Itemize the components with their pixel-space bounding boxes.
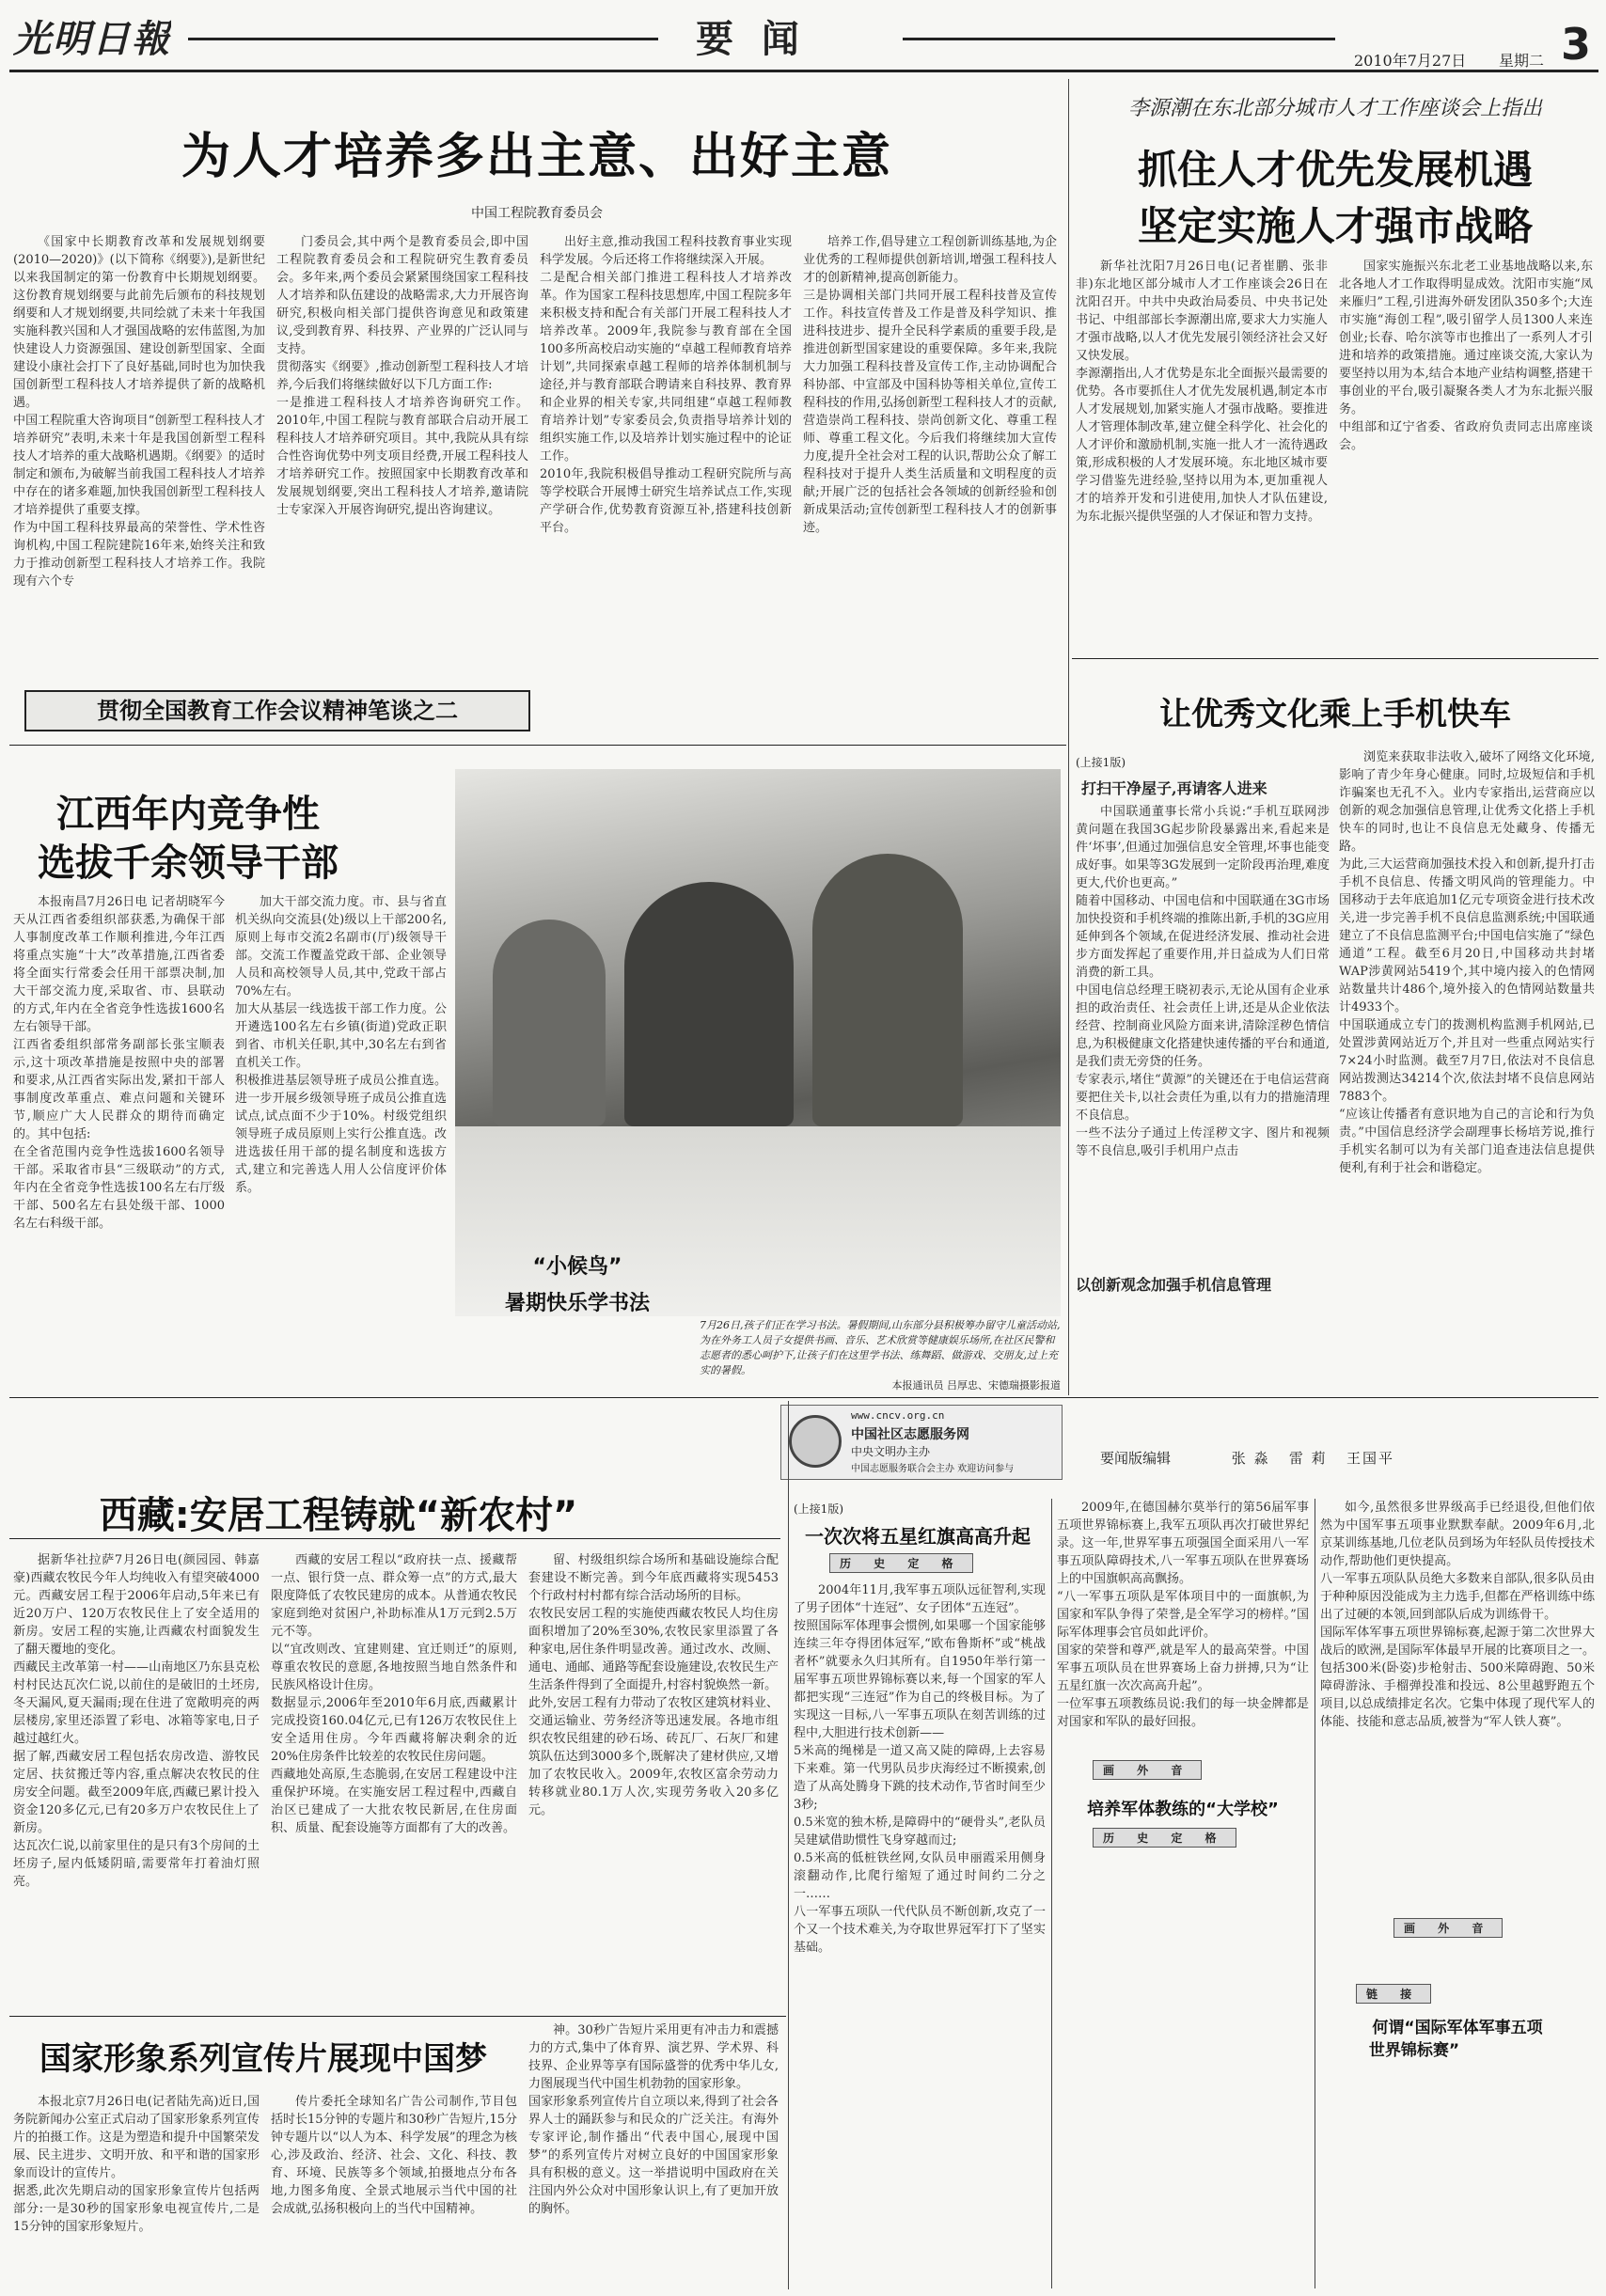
ad-sub: 中央文明办主办 — [851, 1445, 931, 1458]
editors-names: 张 淼 雷 莉 王国平 — [1231, 1450, 1394, 1467]
ad-tag: 中国志愿服务联合会主办 欢迎访问参与 — [851, 1464, 1015, 1474]
history-tag-2: 历 史 定 格 — [1093, 1828, 1236, 1848]
photo-caption-text: 7月26日,孩子们正在学习书法。暑假期间,山东部分县积极筹办留守儿童活动站,为在外务工人员子女提供书画、音乐、艺术欣赏等健康娱乐场所,在社区民警和志愿者的悉心呵护下,让孩子们在这里学书法、练舞蹈、做游戏、交朋友,过上充实的暑假。 — [700, 1319, 1061, 1376]
photo-credit: 本报通讯员 吕厚忠、宋德瑞摄影报道 — [891, 1379, 1061, 1392]
column-divider — [1068, 79, 1069, 1395]
column-divider — [788, 1401, 789, 2289]
photo-heading — [455, 1250, 700, 1316]
photo-figure — [624, 882, 794, 1126]
section-tag — [1356, 1984, 1431, 2004]
headline-underline — [9, 1538, 780, 1539]
article-mobile-culture — [1072, 664, 1598, 1388]
section-divider — [9, 745, 1066, 746]
article-column: 西藏的安居工程以“政府扶一点、援藏帮一点、银行贷一点、群众筹一点”的方式,最大限度降低了农牧民建房的成本。从普通农牧民家庭到绝对贫困户,补助标准从1万元到2.5万元不等。 以“宜改则改、宜建则建、宜迁则迁”的原则,尊重农牧民的意愿,各地按照当地自然条件和民族风格设计住房。 数据显示,2006年至2010年6月底,西藏累计完成投资160.04亿元,已有126万农牧民住上安全适用住房。今年西藏将解决剩余的近20%住房条件比较差的农牧民住房问题。 西藏地处高原,生态脆弱,在安居工程建设中注重保护环境。在实施安居工程过程中,西藏自治区已建成了一大批农牧民新居,在住房面积、质量、配套设施等方面都有了大的改善。 — [271, 1553, 517, 1835]
article-column: 留、村级组织综合场所和基础设施综合配套建设不断完善。到今年底西藏将实现5453个行政村村村都有综合活动场所的目标。 农牧民安居工程的实施使西藏农牧民人均住房面积增加了20%至30%,农牧民家里添置了各种家电,居住条件明显改善。通过改水、改厕、通电、通邮、通路等配套设施建设,农牧民生产生活条件得到了全面提升,村容村貌焕然一新。 此外,安居工程有力带动了农牧区建筑材料业、交通运输业、劳务经济等迅速发展。各地市组织农牧民组建的砂石场、砖瓦厂、石灰厂和建筑队伍达到3000多个,既解决了建材供应,又增加了农牧民收入。2009年,农牧区富余劳动力转移就业80.1万人次,实现劳务收入20多亿元。 — [528, 1553, 779, 1817]
photo-heading-line2: 暑期快乐学书法 — [504, 1292, 650, 1315]
article-column: 如今,虽然很多世界级高手已经退役,但他们依然为中国军事五项事业默默奉献。2009年6月,北京某训练基地,几位老队员到场为年轻队员传授技术动作,帮助他们更快提高。 八一军事五项队队员绝大多数来自部队,很多队员由于种种原因没能成为主力选手,但都在严格训练中练出了过硬的本领,回到部队后成为训练骨干。 国际军体军事五项世界锦标赛,起源于第二次世界大战后的欧洲,是国际军体最早开展的比赛项目之一。包括300米(卧姿)步枪射击、500米障碍跑、50米障碍游泳、手榴弹投准和投远、8公里越野跑五个项目,以总成绩排定名次。它集中体现了现代军人的体能、技能和意志品质,被誉为“军人铁人赛”。 — [1320, 1501, 1595, 1729]
editor-credits — [1100, 1448, 1589, 1474]
article-subhead: 打扫干净屋子,再请客人进来 — [1081, 779, 1267, 797]
article-column: 培养工作,倡导建立工程创新训练基地,为企业优秀的工程师提供创新培训,增强工程科技人才的创新精神,提高创新能力。 三是协调相关部门共同开展工程科技普及宣传工作。科技宣传普及工作是普及科学知识、推进科技进步、提升全民科学素质的重要手段,是推进创新型国家建设的重要保障。多年来,我院大力加强工程科技普及宣传工作,主动协调配合科协部、中宣部及中国科协等相关单位,宣传工程科技的作用,弘扬创新型工程科技人才的贡献,营造崇尚工程科技、崇尚创新文化、尊重工程师、尊重工程文化。今后我们将继续加大宣传力度,提升全社会对工程的认识,帮助公众了解工程科技对于提升人类生活质量和文明程度的贡献;开展广泛的包括社会各领域的创新经验和创新成果活动;宣传创新型工程科技人才的创新事迹。 — [803, 235, 1057, 535]
volunteer-ad — [780, 1405, 1063, 1480]
article-tibet — [9, 1486, 784, 2012]
issue-date: 2010年7月27日 — [1354, 52, 1467, 70]
article-subhead: 培养军体教练的“大学校” — [1087, 1800, 1279, 1819]
section-divider — [1072, 658, 1598, 659]
article-national-image — [9, 2021, 784, 2289]
series-banner — [24, 690, 530, 731]
article-column: 本报北京7月26日电(记者陆先高)近日,国务院新闻办公室正式启动了国家形象系列宣传片的拍摄工作。这是为塑造和提升中国繁荣发展、民主进步、文明开放、和平和谐的国家形象而设计的宣传片。 据悉,此次先期启动的国家形象宣传片包括两部分:一是30秒的国家形象电视宣传片,二是15分钟的国家形象短片。 — [13, 2095, 260, 2234]
article-column: 《国家中长期教育改革和发展规划纲要(2010—2020)》(以下简称《纲要》),是新世纪以来我国制定的第一份教育中长期规划纲要。这份教育规划纲要与此前先后颁布的科技规划纲要和人才规划纲要,共同绘就了未来十年我国实施科教兴国和人才强国战略的宏伟蓝图,为加快建设人力资源强国、建设创新型国家、全面建设小康社会打下了良好基础,同时也为加快我国创新型工程科技人才培养提供了新的战略机遇。 中国工程院重大咨询项目“创新型工程科技人才培养研究”表明,未来十年是我国创新型工程科技人才培养的重大战略机遇期。《纲要》的适时制定和颁布,为破解当前我国工程科技人才培养中存在的诸多难题,加快我国创新型工程科技人才培养提供了重要支撑。 作为中国工程科技界最高的荣誉性、学术性咨询机构,中国工程院建院16年来,始终关注和致力于推动创新型工程科技人才培养工作。我院现有六个专 — [13, 235, 265, 589]
article-column: 本报南昌7月26日电 记者胡晓军今天从江西省委组织部获悉,为确保干部人事制度改革工作顺利推进,今年江西将重点实施“十大”改革措施,江西省委将全面实行常委会任用干部票决制,加大干部交流力度,采取省、市、县联动的方式,年内在全省竞争性选拔1600名左右领导干部。 江西省委组织部常务副部长张宝顺表示,这十项改革措施是按照中央的部署和要求,从江西省实际出发,紧扣干部人事制度改革重点、难点问题和关键环节,顺应广大人民群众的期待而确定的。其中包括: 在全省范围内竞争性选拔1600名领导干部。采取省市县“三级联动”的方式,年内在全省竞争性选拔100名左右厅级干部、500名左右县处级干部、1000名左右科级干部。 — [13, 895, 225, 1231]
photo-heading-line1: “小候鸟” — [532, 1255, 622, 1279]
section-tag — [1093, 1760, 1202, 1780]
photo-caption — [700, 1318, 1061, 1393]
article-military-pentathlon — [792, 1499, 1598, 2288]
article-column: 2009年,在德国赫尔莫举行的第56届军事五项世界锦标赛上,我军五项队再次打破世界纪录。这一年,世界军事五项强国全面采用八一军事五项队障碍技术,八一军事五项队在世界赛场上的中国旗帜高高飘扬。 “八一军事五项队是军体项目中的一面旗帜,为国家和军队争得了荣誉,是全军学习的榜样。”国际军体理事会官员如此评价。 国家的荣誉和尊严,就是军人的最高荣誉。中国军事五项队员在世界赛场上奋力拼搏,只为“让五星红旗一次次高高升起”。 一位军事五项教练员说:我们的每一块金牌都是对国家和军队的最好回报。 — [1057, 1501, 1309, 1729]
article-headline-line1: 抓住人才优先发展机遇 — [1137, 147, 1533, 193]
link-tag: 链 接 — [1356, 1984, 1431, 2004]
article-headline: 国家形象系列宣传片展现中国梦 — [39, 2040, 487, 2078]
masthead-rule-right — [903, 38, 1335, 40]
masthead-rule-left — [188, 38, 658, 40]
masthead — [0, 0, 1606, 73]
article-column: 出好主意,推动我国工程科技教育事业实现科学发展。今后还将工作将继续深入开展。 二是配合相关部门推进工程科技人才培养改革。作为国家工程科技思想库,中国工程院多年来积极支持和配合有关部门开展工程科技人才培养改革。2009年,我院参与教育部在全国100多所高校启动实施的“卓越工程师教育培养计划”,共同探索卓越工程师的培养体制机制与途径,并与教育部联合聘请来自科技界、教育界和企业界的相关专家,共同组建“卓越工程师教育培养计划”专家委员会,负责指导培养计划的组织实施工作,以及培养计划实施过程中的论证工作。 2010年,我院积极倡导推动工程研究院所与高等学校联合开展博士研究生培养试点工作,实现产学研合作,优势教育资源互补,搭建科技创新平台。 — [540, 235, 792, 535]
section-divider — [9, 1397, 1598, 1398]
article-talent-education — [9, 79, 1064, 739]
photo-figure — [812, 854, 963, 1126]
ad-url[interactable]: www.cncv.org.cn — [851, 1409, 945, 1422]
article-column: 门委员会,其中两个是教育委员会,即中国工程院教育委员会和工程院研究生教育委员会。多年来,两个委员会紧紧围绕国家工程科技人才培养和队伍建设的战略需求,大力开展咨询研究,积极向相关部门提供咨询意见和政策建议,受到教育界、科技界、产业界的广泛认同与支持。 贯彻落实《纲要》,推动创新型工程科技人才培养,今后我们将继续做好以下几方面工作: 一是推进工程科技人才培养咨询研究工作。2010年,中国工程院与教育部联合启动开展工程科技人才培养研究项目。其中,我院从具有综合性咨询优势中列支项目经费,开展工程科技人才培养研究工作。按照国家中长期教育改革和发展规划纲要,突出工程科技人才培养,邀请院士专家深入开展咨询研究,提出咨询建议。 — [276, 235, 528, 517]
article-source: (上接1版) — [1076, 756, 1126, 769]
ad-logo-icon — [789, 1415, 842, 1468]
article-column: 传片委托全球知名广告公司制作,节目包括时长15分钟的专题片和30秒广告短片,15分钟专题片以“以人为本、科学发展”的理念为核心,涉及政治、经济、社会、文化、科技、教育、环境、民族等多个领域,拍摄地点分布各地,力图多角度、全景式地展示当代中国的社会成就,弘扬积极向上的当代中国精神。 — [271, 2095, 517, 2216]
section-divider — [9, 2016, 786, 2017]
article-column: 浏览来获取非法收入,破坏了网络文化环境,影响了青少年身心健康。同时,垃圾短信和手机诈骗案也无孔不入。业内专家指出,运营商应以创新的观念加强信息管理,让优秀文化搭上手机快车的同时,也让不良信息无处藏身、传播无路。 为此,三大运营商加强技术投入和创新,提升打击手机不良信息、传播文明风尚的管理能力。中国移动于去年底追加1亿元专项资金进行技术改关,进一步完善手机不良信息监测系统;中国联通建立了不良信息监测平台;中国电信实施了“绿色通道”工程。截至6月20日,中国移动共封堵WAP涉黄网站5419个,其中境内接入的色情网站数量共计486个,境外接入的色情网站数量共计4933个。 中国联通成立专门的拨测机构监测手机网站,已处置涉黄网站近万个,并且对一些重点网站实行7×24小时监测。截至7月7日,依法对不良信息网站拨测达34214个次,依法封堵不良信息网站7883个。 “应该让传播者有意识地为自己的言论和行为负责。”中国信息经济学会副理事长杨培芳说,推行手机实名制可以为有关部门追查违法信息提供便利,有利于社会和谐稳定。 — [1339, 750, 1595, 1175]
photo-figure — [493, 920, 606, 1126]
newspaper-logo: 光明日報 — [13, 17, 171, 61]
article-column: 中国联通董事长常小兵说:“手机互联网涉黄问题在我国3G起步阶段暴露出来,看起来是件‘坏事’,但通过加强信息安全管理,坏事也能变成好事。如果等3G发展到一定阶段再治理,难度更大,代价也更高。” 随着中国移动、中国电信和中国联通在3G市场加快投资和手机终端的推陈出新,手机的3G应用延伸到各个领域,在促进经济发展、推动社会进步方面发挥起了重要作用,并日益成为人们日常消费的新工具。 中国电信总经理王晓初表示,无论从国有企业承担的政治责任、社会责任上讲,还是从企业依法经营、控制商业风险方面来讲,清除淫秽色情信息,为积极健康文化搭建快速传播的平台和通道,是我们责无旁贷的任务。 专家表示,堵住“黄源”的关键还在于电信运营商要把住关卡,以社会责任为重,以有力的措施清理不良信息。 一些不法分子通过上传淫秽文字、图片和视频等不良信息,吸引手机用户点击 — [1076, 805, 1330, 1158]
article-kicker: 李源潮在东北部分城市人才工作座谈会上指出 — [1127, 97, 1542, 120]
link-title-line2: 世界锦标赛” — [1368, 2041, 1460, 2060]
calligraphy-photo — [455, 769, 1061, 1316]
foreign-voice-tag-2: 画 外 音 — [1393, 1918, 1503, 1938]
article-headline: 为人才培养多出主意、出好主意 — [181, 129, 892, 185]
section-tag — [1093, 1828, 1236, 1848]
article-byline: 中国工程院教育委员会 — [471, 206, 603, 221]
issue-weekday: 星期二 — [1499, 52, 1545, 70]
article-column: 2004年11月,我军事五项队远征智利,实现了男子团体“十连冠”、女子团体“五连冠”。 按照国际军体理事会惯例,如果哪一个国家能够连续三年夺得团体冠军,“欧布鲁斯杯”或“桃战者杯”就要永久归其所有。自1950年举行第一届军事五项世界锦标赛以来,每一个国家的军人都把实现“三连冠”作为自己的终极目标。为了实现这一目标,八一军事五项队在刻苦训练的过程中,大胆进行技术创新—— 5米高的绳梯是一道又高又陡的障碍,上去容易下来难。第一代男队员步庆海经过不断摸索,创造了从高处腾身下跳的技术动作,节省时间至少3秒; 0.5米宽的独木桥,是障碍中的“硬骨头”,老队员吴建斌借助惯性飞身穿越而过; 0.5米高的低桩铁丝网,女队员申丽霞采用侧身滚翻动作,比爬行缩短了通过时间约二分之一…… 八一军事五项队一代代队员不断创新,攻克了一个又一个技术难关,为夺取世界冠军打下了坚实基础。 — [794, 1583, 1046, 1955]
page-number: 3 — [1561, 19, 1592, 70]
article-source: (上接1版) — [794, 1502, 843, 1516]
foreign-voice-tag: 画 外 音 — [1093, 1760, 1202, 1780]
editors-label: 要闻版编辑 — [1100, 1450, 1172, 1467]
column-divider — [1051, 1499, 1052, 2288]
series-banner-text: 贯彻全国教育工作会议精神笔谈之二 — [97, 698, 458, 724]
article-subhead: 以创新观念加强手机信息管理 — [1076, 1276, 1272, 1294]
history-tag: 历 史 定 格 — [829, 1553, 973, 1573]
article-headline: 西藏:安居工程铸就“新农村” — [99, 1494, 578, 1537]
article-headline-line1: 江西年内竞争性 — [56, 793, 320, 836]
article-headline: 让优秀文化乘上手机快车 — [1159, 696, 1511, 733]
article-column: 国家实施振兴东北老工业基地战略以来,东北各地人才工作取得明显成效。沈阳市实施“凤来雁归”工程,引进海外研发团队350多个;大连市实施“海创工程”,吸引留学人员1300人来连创业;长春、哈尔滨等市也推出了一系列人才引进和培养的政策措施。通过座谈交流,大家认为要坚持以用为本,结合本地产业结构调整,搭建干事创业的平台,吸引凝聚各类人才为东北振兴服务。 中组部和辽宁省委、省政府负责同志出席座谈会。 — [1339, 259, 1593, 452]
article-li-yuanchao — [1072, 79, 1598, 653]
article-headline: 一次次将五星红旗高高升起 — [805, 1525, 1031, 1548]
link-title-line1: 何谓“国际军体军事五项 — [1372, 2019, 1543, 2037]
section-tag — [829, 1553, 973, 1573]
ad-name: 中国社区志愿服务网 — [851, 1427, 969, 1442]
article-jiangxi — [9, 752, 451, 1392]
article-column: 加大干部交流力度。市、县与省直机关纵向交流县(处)级以上干部200名,原则上每市交流2名副市(厅)级领导干部。交流工作覆盖党政干部、企业领导人员和高校领导人员,其中,党政干部占70%左右。 加大从基层一线选拔干部工作力度。公开遴选100名左右乡镇(街道)党政正职到省、市机关任职,其中,30名左右到省直机关工作。 积极推进基层领导班子成员公推直选。进一步开展乡级领导班子成员公推直选试点,试点面不少于10%。村级党组织领导班子成员原则上实行公推直选。改进选拔任用干部的提名制度和选拔方式,建立和完善选人用人公信度评价体系。 — [235, 895, 447, 1195]
article-column: 神。30秒广告短片采用更有冲击力和震撼力的方式,集中了体育界、演艺界、学术界、科技界、企业界等享有国际盛誉的优秀中华儿女,力图展现当代中国生机勃勃的国家形象。 国家形象系列宣传片自立项以来,得到了社会各界人士的踊跃参与和民众的广泛关注。有海外专家评论,制作播出“代表中国心,展现中国梦”的系列宣传片对树立良好的中国国家形象具有积极的意义。这一举措说明中国政府在关注国内外公众对中国形象认识上,有了更加开放的胸怀。 — [528, 2023, 779, 2216]
article-headline-line2: 选拔千余领导干部 — [38, 841, 339, 885]
article-column: 新华社沈阳7月26日电(记者崔鹏、张非非)东北地区部分城市人才工作座谈会26日在沈阳召开。中共中央政治局委员、中央书记处书记、中组部部长李源潮出席,要求大力实施人才强市战略,以人才优先发展引领经济社会又好又快发展。 李源潮指出,人才优势是东北全面振兴最需要的优势。各市要抓住人才优先发展机遇,制定本市人才发展规划,加紧实施人才强市战略。要推进人才管理体制改革,建立健全科学化、社会化的人才评价和激励机制,实施一批人才一流待遇政策,形成积极的人才发展环境。东北地区城市要学习借鉴先进经验,坚持以用为本,更加重视人才的培养开发和引进使用,加快人才队伍建设,为东北振兴提供坚强的人才保证和智力支持。 — [1076, 259, 1328, 524]
masthead-bottom-rule — [9, 70, 1598, 72]
article-headline-line2: 坚定实施人才强市战略 — [1137, 203, 1533, 249]
section-tag — [1393, 1918, 1503, 1938]
section-title: 要 闻 — [696, 18, 807, 61]
article-column: 据新华社拉萨7月26日电(颜园园、韩嘉豪)西藏农牧民今年人均纯收入有望突破4000元。西藏安居工程于2006年启动,5年来已有近20万户、120万农牧民住上了安全适用的新房。安居工程的实施,让西藏农村面貌发生了翻天覆地的变化。 西藏民主改革第一村——山南地区乃东县克松村村民达瓦次仁说,以前住的是破旧的土坯房,冬天漏风,夏天漏雨;现在住进了宽敞明亮的两层楼房,家里还添置了彩电、冰箱等家电,日子越过越红火。 据了解,西藏安居工程包括农房改造、游牧民定居、扶贫搬迁等内容,重点解决农牧民的住房安全问题。截至2009年底,西藏已累计投入资金120多亿元,已有20多万户农牧民住上了新房。 达瓦次仁说,以前家里住的是只有3个房间的土坯房子,屋内低矮阴暗,需要常年打着油灯照亮。 — [13, 1553, 260, 1889]
